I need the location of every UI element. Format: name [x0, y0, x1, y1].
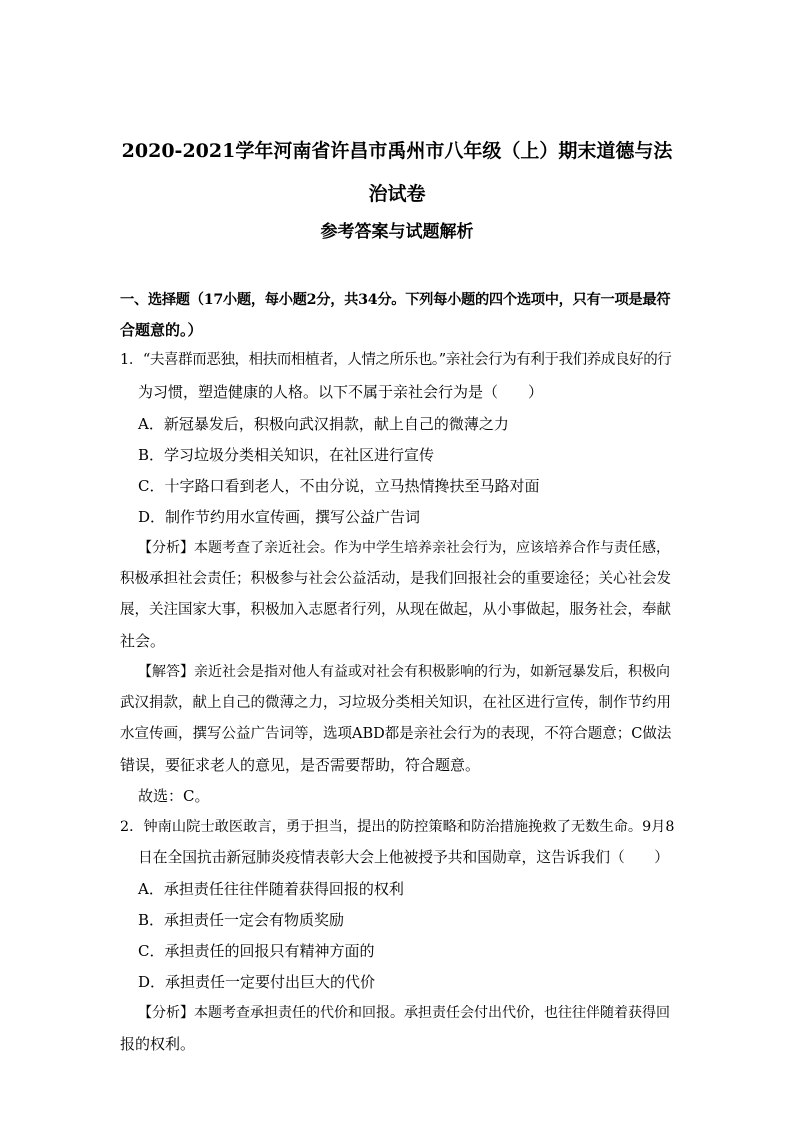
q1-answer-line-4: 错误，要征求老人的意见，是否需要帮助，符合题意。 [120, 756, 481, 774]
q1-answer-line-1: 【解答】亲近社会是指对他人有益或对社会有积极影响的行为，如新冠暴发后，积极向 [138, 664, 670, 680]
q2-analysis-line-2: 报的权利。 [120, 1035, 196, 1053]
q1-option-b: B．学习垃圾分类相关知识，在社区进行宣传 [138, 446, 435, 464]
section-heading-line-1: 一、选择题（17小题，每小题2分，共34分。下列每小题的四个选项中，只有一项是最符 [120, 292, 671, 308]
q1-analysis-line-4: 社会。 [120, 632, 166, 650]
q1-option-a: A．新冠暴发后，积极向武汉捐款，献上自己的微薄之力 [138, 415, 509, 433]
doc-title-line-2: 治试卷 [368, 183, 426, 205]
q1-analysis-line-3: 展，关注国家大事，积极加入志愿者行列，从现在做起，从小事做起，服务社会，奉献 [120, 602, 671, 618]
doc-title-line-1: 2020-2021学年河南省许昌市禹州市八年级（上）期末道德与法 [121, 140, 673, 162]
q1-option-d: D．制作节约用水宣传画，撰写公益广告词 [138, 508, 421, 526]
q1-choice: 故选：C。 [138, 787, 210, 805]
q2-stem-line-1: 2．钟南山院士敢医敢言，勇于担当，提出的防控策略和防治措施挽救了无数生命。9月8 [120, 819, 675, 835]
q2-analysis-line-1: 【分析】本题考查承担责任的代价和回报。承担责任会付出代价，也往往伴随着获得回 [138, 1005, 670, 1021]
q1-stem-line-2: 为习惯，塑造健康的人格。以下不属于亲社会行为是（ ） [138, 383, 544, 401]
q2-option-b: B．承担责任一定会有物质奖励 [138, 911, 345, 929]
q2-option-c: C．承担责任的回报只有精神方面的 [138, 942, 375, 960]
q2-stem-line-2: 日在全国抗击新冠肺炎疫情表彰大会上他被授予共和国勋章，这告诉我们（ ） [138, 849, 669, 866]
q2-option-d: D．承担责任一定要付出巨大的代价 [138, 973, 376, 991]
q1-stem-line-1: 1．“夫喜群而恶独，相扶而相植者，人情之所乐也。”亲社会行为有利于我们养成良好的行 [120, 352, 672, 368]
q1-answer-line-3: 水宣传画，撰写公益广告词等，选项ABD都是亲社会行为的表现，不符合题意；C做法 [120, 726, 672, 742]
q1-answer-line-2: 武汉捐款，献上自己的微薄之力，习垃圾分类相关知识，在社区进行宣传，制作节约用 [120, 695, 671, 711]
q1-analysis-line-2: 积极承担社会责任；积极参与社会公益活动，是我们回报社会的重要途径；关心社会发 [120, 571, 671, 587]
q2-option-a: A．承担责任往往伴随着获得回报的权利 [138, 880, 404, 898]
q1-option-c: C．十字路口看到老人，不由分说，立马热情搀扶至马路对面 [138, 477, 540, 495]
doc-subtitle: 参考答案与试题解析 [320, 222, 474, 242]
section-heading-line-2: 合题意的。） [120, 321, 203, 339]
q1-analysis-line-1: 【分析】本题考查了亲近社会。作为中学生培养亲社会行为，应该培养合作与责任感， [138, 540, 670, 556]
